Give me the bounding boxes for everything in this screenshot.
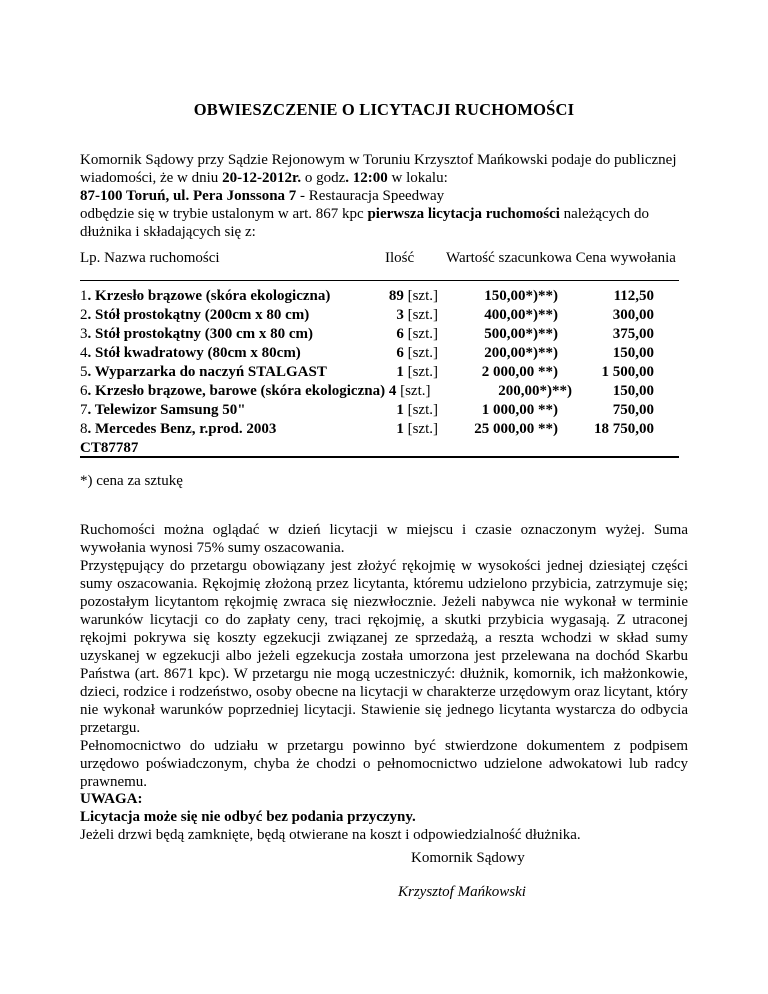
item-name-cell: 1. Krzesło brązowe (skóra ekologiczna) xyxy=(80,288,331,304)
auction-address: 87-100 Toruń, ul. Pera Jonssona 7 xyxy=(80,188,297,204)
intro-text-6: należących do dłużnika i składających się z: xyxy=(80,206,650,240)
item-price-cell: 112,50 xyxy=(613,288,654,304)
items-table xyxy=(80,288,680,459)
item-name-cell: 6. Krzesło brązowe, barowe (skóra ekologiczna) 4 [szt.] xyxy=(80,383,431,399)
intro-text-3: w lokalu: xyxy=(387,170,448,186)
table-row xyxy=(80,383,680,402)
terms-paragraph: Przystępujący do przetargu obowiązany jest złożyć rękojmię w wysokości jednej dziesiątej części sumy oszacowania. Rękojmię złożoną przez licytanta, któremu udzielono przybicia, zatrzymuje się; pozostałym licytantom rękojmię zwraca się niezwłocznie. Jeżeli nabywca nie wykonał w terminie warunków licytacji co do zapłaty ceny, traci rękojmię, a skutki przybicia wygasają. Z utraconej rękojmi pokrywa się koszty egzekucji związanej ze sprzedażą, a reszta wchodzi w skład sumy uzyskanej w egzekucji albo jeżeli egzekucja została umorzona jest przelewana na dochód Skarbu Państwa (art. 8671 kpc). W przetargu nie mogą uczestniczyć: dłużnik, komornik, ich małżonkowie, dzieci, rodzice i rodzeństwo, osoby obecne na licytacji w charakterze urzędowym oraz licytant, który nie wykonał warunków poprzedniej licytacji. Stawienie się jednego licytanta wystarcza do odbycia przetargu. xyxy=(80,558,688,736)
header-qty: Ilość xyxy=(385,250,415,266)
item-price-cell: 750,00 xyxy=(612,402,654,418)
item-value-cell: 2 000,00 **) xyxy=(481,364,558,380)
item-value-cell: 500,00*)**) xyxy=(484,326,558,342)
auction-type: pierwsza licytacja ruchomości xyxy=(367,206,560,222)
item-qty-cell: 3 [szt.] xyxy=(396,307,438,323)
item-price-cell: 18 750,00 xyxy=(594,421,654,437)
terms-text xyxy=(80,521,688,791)
item-name-cell: 7. Telewizor Samsung 50" xyxy=(80,402,246,418)
item-name-cell: 4. Stół kwadratowy (80cm x 80cm) xyxy=(80,345,301,361)
item-qty-cell: 1 [szt.] xyxy=(396,402,438,418)
warning-line-2: Jeżeli drzwi będą zamknięte, będą otwierane na koszt i odpowiedzialność dłużnika. xyxy=(80,827,581,843)
item-qty-cell: 1 [szt.] xyxy=(396,364,438,380)
document-title: OBWIESZCZENIE O LICYTACJI RUCHOMOŚCI xyxy=(193,100,575,119)
terms-paragraph: Pełnomocnictwo do udziału w przetargu powinno być stwierdzone dokumentem z podpisem urzędowo poświadczonym, chyba że chodzi o pełnomocnictwo udzielone adwokatowi lub radcy prawnemu. xyxy=(80,738,688,790)
item-qty-cell: 6 [szt.] xyxy=(396,326,438,342)
table-row xyxy=(80,326,680,345)
signature-role: Komornik Sądowy xyxy=(411,850,525,866)
item-value-cell: 400,00*)**) xyxy=(484,307,558,323)
item-qty-cell: 1 [szt.] xyxy=(396,421,438,437)
item-name-cell: 2. Stół prostokątny (200cm x 80 cm) xyxy=(80,307,310,323)
table-row xyxy=(80,307,680,326)
table-row xyxy=(80,402,680,421)
intro-text-5: odbędzie się w trybie ustalonym w art. 867 kpc xyxy=(80,206,368,222)
signature-name: Krzysztof Mańkowski xyxy=(398,884,526,900)
item-value-cell: 200,00*)**) xyxy=(484,345,558,361)
item-name-cell: 3. Stół prostokątny (300 cm x 80 cm) xyxy=(80,326,314,342)
item-name-cell: 8. Mercedes Benz, r.prod. 2003 xyxy=(80,421,277,437)
auction-date: 20-12-2012r. xyxy=(222,170,302,186)
header-lp-name: Lp. Nazwa ruchomości xyxy=(80,250,220,266)
item-price-cell: 300,00 xyxy=(612,307,654,323)
intro-text-2: o godz xyxy=(301,170,346,186)
item-value-cell: 25 000,00 **) xyxy=(474,421,558,437)
auction-time: . 12:00 xyxy=(345,170,388,186)
warning-label: UWAGA: xyxy=(80,791,143,807)
table-row xyxy=(80,421,680,440)
warning-block xyxy=(80,790,700,844)
item-value-cell: 1 000,00 **) xyxy=(481,402,558,418)
intro-text-1: Komornik Sądowy przy Sądzie Rejonowym w Toruniu Krzysztof Mańkowski podaje do publicznej wiadomości, że w dniu xyxy=(80,152,677,186)
table-header xyxy=(80,250,680,268)
table-row xyxy=(80,364,680,383)
item-price-cell: 1 500,00 xyxy=(601,364,654,380)
item-qty-cell: 89 [szt.] xyxy=(388,288,438,304)
item-registration: CT87787 xyxy=(80,440,139,456)
intro-text-4: - Restauracja Speedway xyxy=(296,188,445,204)
price-footnote: *) cena za sztukę xyxy=(80,473,183,489)
item-price-cell: 375,00 xyxy=(612,326,654,342)
item-price-cell: 150,00 xyxy=(612,345,654,361)
header-divider xyxy=(80,280,679,281)
item-price-cell: 150,00 xyxy=(612,383,654,399)
item-value-cell: 150,00*)**) xyxy=(484,288,558,304)
intro-paragraph xyxy=(80,151,690,241)
item-qty-cell: 6 [szt.] xyxy=(396,345,438,361)
warning-line-1: Licytacja może się nie odbyć bez podania przyczyny. xyxy=(80,809,416,825)
table-row xyxy=(80,345,680,364)
item-name-cell: 5. Wyparzarka do naczyń STALGAST xyxy=(80,364,327,380)
item-value-cell: 200,00*)**) xyxy=(498,383,572,399)
header-value-price: Wartość szacunkowa Cena wywołania xyxy=(446,250,676,266)
table-bottom-divider xyxy=(80,456,679,458)
table-row xyxy=(80,288,680,307)
terms-paragraph: Ruchomości można oglądać w dzień licytacji w miejscu i czasie oznaczonym wyżej. Suma wywołania wynosi 75% sumy oszacowania. xyxy=(80,522,688,556)
